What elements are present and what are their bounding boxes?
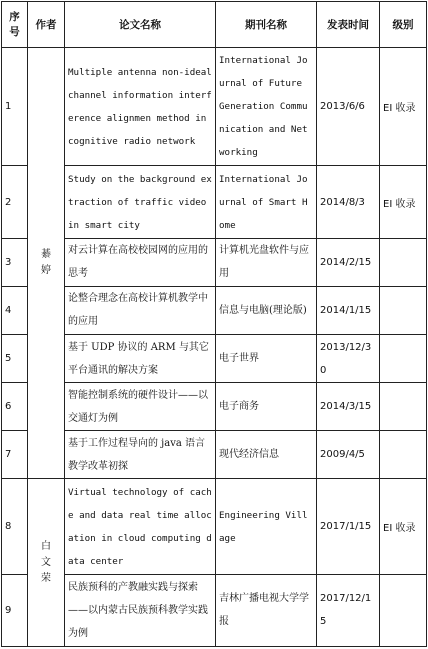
row-journal: 电子世界 <box>216 334 317 382</box>
row-date: 2013/6/6 <box>317 48 380 166</box>
row-date: 2013/12/30 <box>317 334 380 382</box>
row-journal: 电子商务 <box>216 383 317 431</box>
row-date: 2017/12/15 <box>317 574 380 646</box>
author-cell <box>28 479 65 647</box>
author-name: 綦婷 <box>41 249 51 277</box>
row-title: Virtual technology of cache and data real time allocation in cloud computing data center <box>65 479 216 574</box>
header-row <box>2 2 427 48</box>
row-title: Multiple antenna non-ideal channel information interference alignmen method in cognitive radio network <box>65 48 216 166</box>
row-level <box>380 334 427 382</box>
author-name: 白文荣 <box>41 540 51 584</box>
row-title: 对云计算在高校校园网的应用的思考 <box>65 238 216 286</box>
row-date: 2014/1/15 <box>317 286 380 334</box>
table-row <box>2 48 427 166</box>
row-title: 民族预科的产教融实践与探索——以内蒙古民族预科教学实践为例 <box>65 574 216 646</box>
row-level <box>380 383 427 431</box>
row-level <box>380 574 427 646</box>
row-date: 2014/8/3 <box>317 166 380 238</box>
row-journal: 吉林广播电视大学学报 <box>216 574 317 646</box>
row-journal: 计算机光盘软件与应用 <box>216 238 317 286</box>
row-journal: International Journal of Future Generation Communication and Networking <box>216 48 317 166</box>
row-level: EI 收录 <box>380 166 427 238</box>
header-no: 序号 <box>2 2 28 48</box>
row-no: 2 <box>2 166 28 238</box>
row-date: 2017/1/15 <box>317 479 380 574</box>
row-title: 智能控制系统的硬件设计——以交通灯为例 <box>65 383 216 431</box>
row-no: 3 <box>2 238 28 286</box>
row-level <box>380 286 427 334</box>
row-date: 2009/4/5 <box>317 431 380 479</box>
row-no: 1 <box>2 48 28 166</box>
table-row <box>2 479 427 574</box>
row-level: EI 收录 <box>380 479 427 574</box>
header-journal: 期刊名称 <box>216 2 317 48</box>
header-author: 作者 <box>28 2 65 48</box>
table-row <box>2 431 427 479</box>
row-level <box>380 431 427 479</box>
row-title: Study on the background extraction of traffic video in smart city <box>65 166 216 238</box>
row-no: 4 <box>2 286 28 334</box>
row-date: 2014/3/15 <box>317 383 380 431</box>
author-cell <box>28 48 65 479</box>
table-row <box>2 383 427 431</box>
header-date: 发表时间 <box>317 2 380 48</box>
row-title: 论整合理念在高校计算机教学中的应用 <box>65 286 216 334</box>
table-row <box>2 238 427 286</box>
row-journal: 信息与电脑(理论版) <box>216 286 317 334</box>
row-no: 6 <box>2 383 28 431</box>
row-date: 2014/2/15 <box>317 238 380 286</box>
row-level <box>380 238 427 286</box>
row-no: 9 <box>2 574 28 646</box>
row-journal: 现代经济信息 <box>216 431 317 479</box>
row-title: 基于 UDP 协议的 ARM 与其它平台通讯的解决方案 <box>65 334 216 382</box>
row-level: EI 收录 <box>380 48 427 166</box>
row-no: 8 <box>2 479 28 574</box>
papers-table <box>1 1 427 647</box>
row-journal: International Journal of Smart Home <box>216 166 317 238</box>
table-row <box>2 286 427 334</box>
table-row <box>2 334 427 382</box>
row-no: 7 <box>2 431 28 479</box>
header-title: 论文名称 <box>65 2 216 48</box>
row-title: 基于工作过程导向的 java 语言教学改革初探 <box>65 431 216 479</box>
row-no: 5 <box>2 334 28 382</box>
table-row <box>2 574 427 646</box>
table-row <box>2 166 427 238</box>
row-journal: Engineering Village <box>216 479 317 574</box>
header-level: 级别 <box>380 2 427 48</box>
